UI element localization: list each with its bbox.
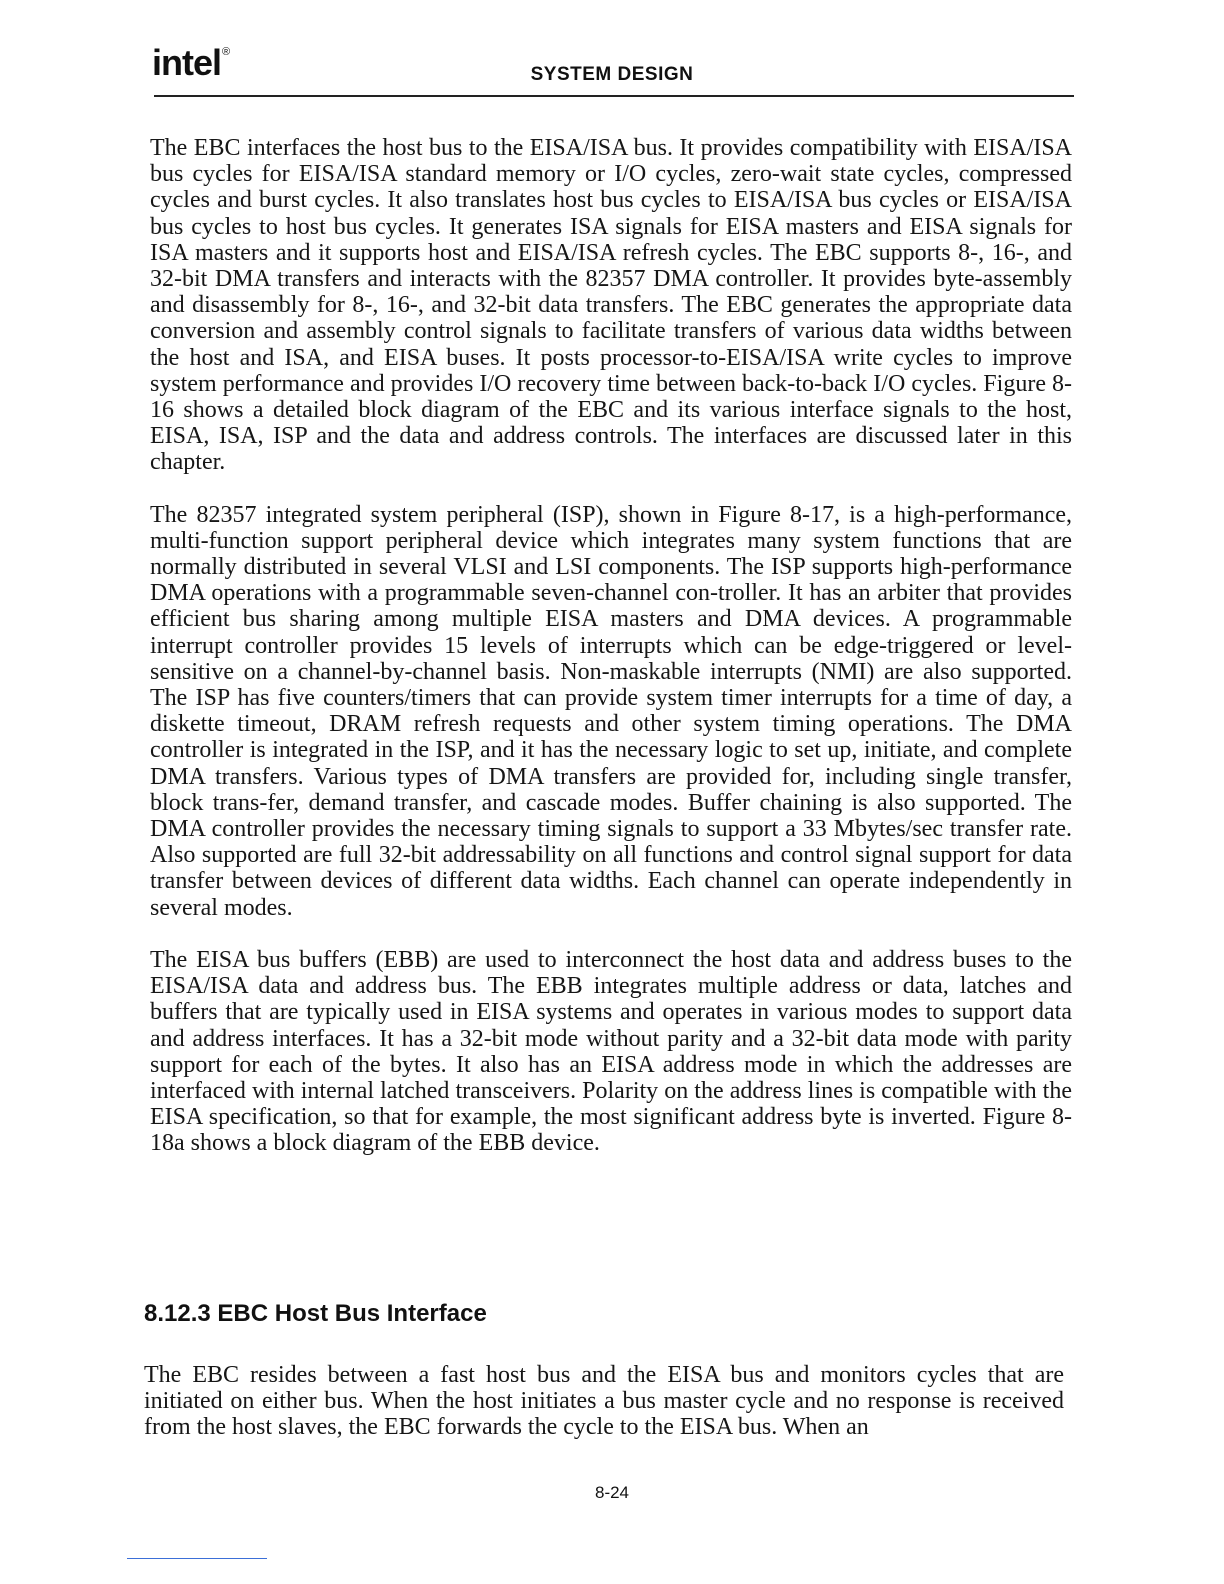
section-heading: 8.12.3 EBC Host Bus Interface [144, 1300, 487, 1327]
paragraph-ebb: The EISA bus buffers (EBB) are used to interconnect the host data and address buses to the EISA/ISA data and address bus. The EBB integrates multiple address or data, latches and buffers that are typically used in EISA systems and operates in various modes to support data and address interfaces. It has a 32-bit mode without parity and a 32-bit data mode with parity support for each of the bytes. It also has an EISA address mode in which the addresses are interfaced with internal latched transceivers. Polarity on the address lines is compatible with the EISA specification, so that for example, the most significant address byte is inverted. Figure 8-18a shows a block diagram of the EBB device. [150, 946, 1072, 1157]
paragraph-ebc: The EBC interfaces the host bus to the EISA/ISA bus. It provides compatibility with EISA/ISA bus cycles for EISA/ISA standard memory or I/O cycles, zero-wait state cycles, compressed cycles and burst cycles. It also translates host bus cycles to EISA/ISA bus cycles or EISA/ISA bus cycles to host bus cycles. It generates ISA signals for EISA masters and EISA signals for ISA masters and it supports host and EISA/ISA refresh cycles. The EBC supports 8-, 16-, and 32-bit DMA transfers and interacts with the 82357 DMA controller. It provides byte-assembly and disassembly for 8-, 16-, and 32-bit data transfers. The EBC generates the appropriate data conversion and assembly control signals to facilitate transfers of various data widths between the host and ISA, and EISA buses. It posts processor-to-EISA/ISA write cycles to improve system performance and provides I/O recovery time between back-to-back I/O cycles. Figure 8-16 shows a detailed block diagram of the EBC and its various interface signals to the host, EISA, ISA, ISP and the data and address controls. The interfaces are discussed later in this chapter. [150, 135, 1072, 476]
section-body [144, 1362, 1064, 1441]
logo-text: intel [152, 42, 222, 83]
paragraph-isp: The 82357 integrated system peripheral (ISP), shown in Figure 8-17, is a high-performance, multi-function support peripheral device which integrates many system functions that are normally distributed in several VLSI and LSI components. The ISP supports high-performance DMA operations with a programmable seven-channel con-troller. It has an arbiter that provides efficient bus sharing among multiple EISA masters and DMA devices. A programmable interrupt controller provides 15 levels of interrupts which can be edge-triggered or level-sensitive on a channel-by-channel basis. Non-maskable interrupts (NMI) are also supported. The ISP has five counters/timers that can provide system timer interrupts for a time of day, a diskette timeout, DRAM refresh requests and other system timing operations. The DMA controller is integrated in the ISP, and it has the necessary logic to set up, initiate, and complete DMA transfers. Various types of DMA transfers are provided for, including single transfer, block trans-fer, demand transfer, and cascade modes. Buffer chaining is also supported. The DMA controller provides the necessary timing signals to support a 33 Mbytes/sec transfer rate. Also supported are full 32-bit addressability on all functions and control signal support for data transfer between devices of different data widths. Each channel can operate independently in several modes. [150, 501, 1072, 921]
body-text [150, 135, 1072, 1157]
header-rule [154, 95, 1074, 97]
paragraph-host-bus-interface: The EBC resides between a fast host bus and the EISA bus and monitors cycles that are initiated on either bus. When the host initiates a bus master cycle and no response is received from the host slaves, the EBC forwards the cycle to the EISA bus. When an [144, 1362, 1064, 1441]
page-number: 8-24 [594, 1483, 630, 1502]
footer-rule [127, 1558, 267, 1559]
registered-mark: ® [222, 46, 230, 58]
header-title: SYSTEM DESIGN [530, 64, 694, 85]
